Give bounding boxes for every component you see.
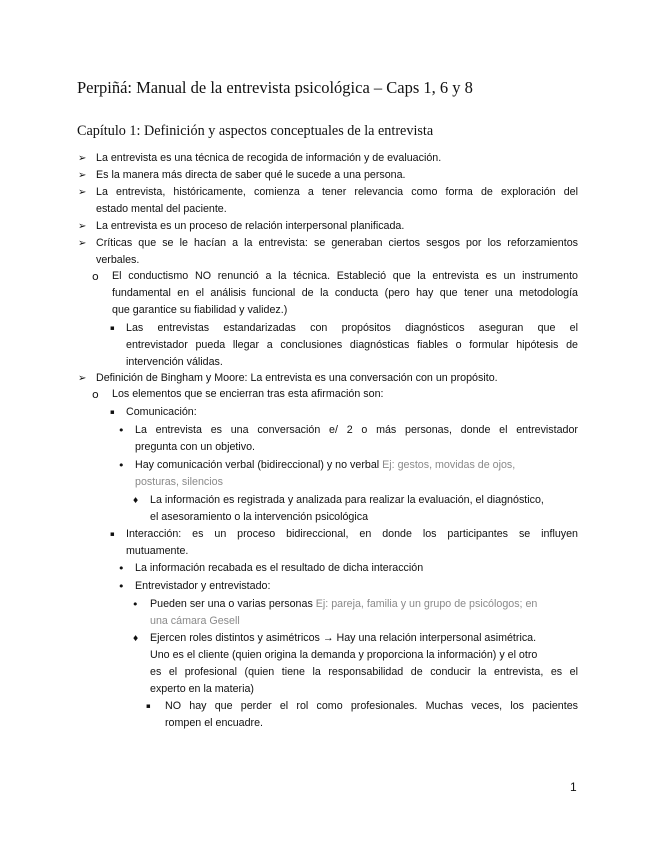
- example-text: Ej: gestos, movidas de ojos,: [382, 459, 516, 471]
- list-item-continuation: mutuamente.: [126, 545, 189, 557]
- list-item: Interacción: es un proceso bidireccional, en donde los participantes se influyen: [126, 528, 578, 540]
- list-item-continuation: pregunta con un objetivo.: [135, 441, 256, 453]
- square-bullet-icon: ▪: [110, 324, 115, 332]
- list-item-continuation: es el profesional (quien tiene la responsabilidad de conducir la entrevista, es el: [150, 666, 578, 678]
- square-bullet-icon: ▪: [110, 530, 115, 538]
- arrow-bullet-icon: ➢: [78, 221, 87, 232]
- list-item-text: Hay comunicación verbal (bidireccional) y no verbal: [135, 459, 380, 471]
- list-item-continuation: estado mental del paciente.: [96, 203, 227, 215]
- arrow-bullet-icon: ➢: [78, 238, 87, 249]
- list-item: La información recabada es el resultado de dicha interacción: [135, 562, 424, 574]
- list-item: El conductismo NO renunció a la técnica. Estableció que la entrevista es un instrumento: [112, 270, 578, 282]
- arrow-bullet-icon: ➢: [78, 373, 87, 384]
- dot-bullet-icon: •: [132, 598, 139, 611]
- list-item-text: Pueden ser una o varias personas: [150, 598, 313, 610]
- dot-bullet-icon: •: [118, 459, 125, 472]
- list-item: La entrevista es una técnica de recogida de información y de evaluación.: [96, 152, 442, 164]
- list-item-continuation: entrevistador pueda llegar a conclusiones diagnósticas fiables o formular hipótesis de: [126, 339, 578, 351]
- page-number: 1: [570, 780, 577, 794]
- circle-bullet-icon: o: [92, 388, 99, 401]
- list-item: Los elementos que se encierran tras esta afirmación son:: [112, 388, 384, 400]
- document-title: Perpiñá: Manual de la entrevista psicológica – Caps 1, 6 y 8: [77, 78, 473, 97]
- list-item-continuation: el asesoramiento o la intervención psicológica: [150, 511, 369, 523]
- list-item-continuation: rompen el encuadre.: [165, 717, 264, 729]
- example-text-continuation: posturas, silencios: [135, 476, 223, 488]
- list-item-continuation: fundamental en el análisis funcional de la conducta (pero hay que tener una metodología: [112, 287, 578, 299]
- list-item: Entrevistador y entrevistado:: [135, 580, 271, 592]
- dot-bullet-icon: •: [118, 580, 125, 593]
- list-item: Críticas que se le hacían a la entrevista: se generaban ciertos sesgos por los reforzamientos: [96, 237, 578, 249]
- circle-bullet-icon: o: [92, 270, 99, 283]
- list-item: La entrevista, históricamente, comienza a tener relevancia como forma de exploración del: [96, 186, 578, 198]
- arrow-bullet-icon: ➢: [78, 170, 87, 181]
- diamond-bullet-icon: ♦: [132, 496, 140, 505]
- arrow-bullet-icon: ➢: [78, 187, 87, 198]
- dot-bullet-icon: •: [118, 562, 125, 575]
- example-text: Ej: pareja, familia y un grupo de psicólogos; en: [315, 598, 538, 610]
- example-text-continuation: una cámara Gesell: [150, 615, 240, 627]
- arrow-bullet-icon: ➢: [78, 153, 87, 164]
- list-item-continuation: Uno es el cliente (quien origina la demanda y proporciona la información) y el otro: [150, 649, 538, 661]
- list-item: NO hay que perder el rol como profesionales. Muchas veces, los pacientes: [165, 700, 578, 712]
- list-item-continuation: intervención válidas.: [126, 356, 223, 368]
- list-item: Las entrevistas estandarizadas con propósitos diagnósticos aseguran que el: [126, 322, 578, 334]
- list-item-continuation: que garantice su fiabilidad y validez.): [112, 304, 288, 316]
- list-item: Definición de Bingham y Moore: La entrevista es una conversación con un propósito.: [96, 372, 498, 384]
- list-item: La información es registrada y analizada para realizar la evaluación, el diagnóstico,: [150, 494, 544, 506]
- square-bullet-icon: ▪: [110, 408, 115, 416]
- list-item: Comunicación:: [126, 406, 197, 418]
- list-item: Es la manera más directa de saber qué le sucede a una persona.: [96, 169, 406, 181]
- list-item: [135, 457, 515, 474]
- dot-bullet-icon: •: [118, 424, 125, 437]
- square-bullet-icon: ▪: [146, 702, 151, 710]
- list-item: La entrevista es un proceso de relación interpersonal planificada.: [96, 220, 405, 232]
- chapter-heading: Capítulo 1: Definición y aspectos conceptuales de la entrevista: [77, 123, 434, 139]
- diamond-bullet-icon: ♦: [132, 634, 140, 643]
- list-item: Ejercen roles distintos y asimétricos → Hay una relación interpersonal asimétrica.: [150, 632, 537, 644]
- list-item-continuation: verbales.: [96, 254, 140, 266]
- list-item: [150, 596, 537, 613]
- list-item: La entrevista es una conversación e/ 2 o más personas, donde el entrevistador: [135, 424, 578, 436]
- list-item-continuation: experto en la materia): [150, 683, 254, 695]
